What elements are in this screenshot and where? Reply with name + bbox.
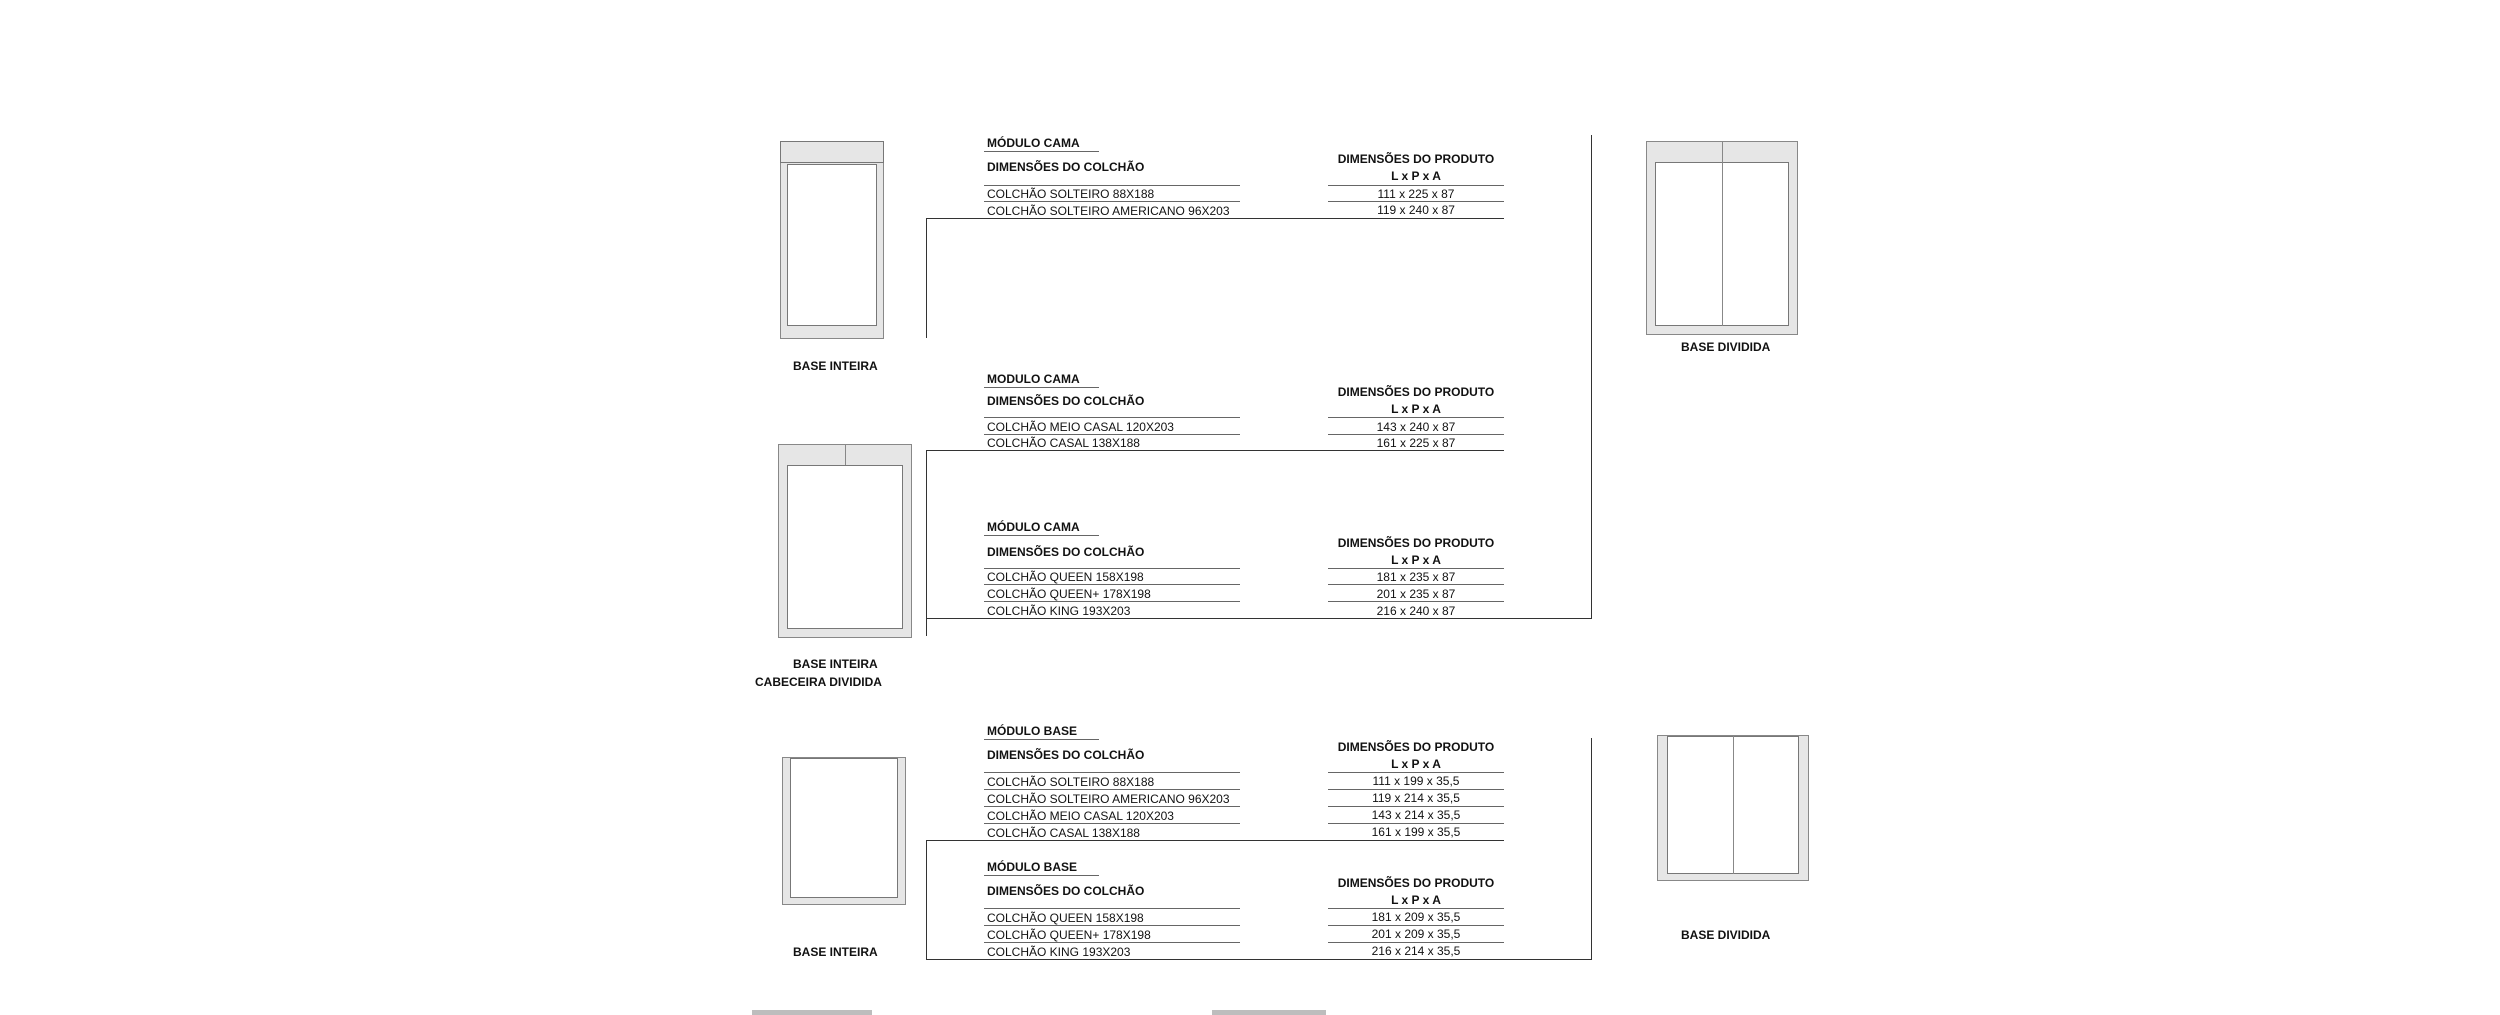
bed-diagram-cabeceira-dividida [778, 444, 912, 638]
mattress-row: COLCHÃO MEIO CASAL 120X203 [987, 809, 1174, 823]
mattress-row: COLCHÃO SOLTEIRO 88X188 [987, 775, 1155, 789]
connector-line [926, 840, 927, 960]
module-title: MÓDULO BASE [987, 860, 1077, 874]
bed-diagram-base-inteira-1 [780, 141, 884, 339]
module-title: MODULO CAMA [987, 372, 1080, 386]
product-dims: 143 x 240 x 87 [1376, 420, 1456, 434]
module-title: MÓDULO CAMA [987, 520, 1080, 534]
bed-diagram-base-inteira-2 [782, 757, 906, 905]
header-rule [984, 185, 1240, 186]
title-underline [984, 739, 1099, 740]
diagram-label: CABECEIRA DIVIDIDA [755, 675, 882, 689]
title-underline [984, 151, 1099, 152]
produto-subheader: L x P x A [1391, 553, 1441, 567]
diagram-label: BASE DIVIDIDA [1681, 928, 1771, 942]
header-rule [1328, 568, 1504, 569]
connector-line [1591, 135, 1592, 619]
page-tab [1212, 1010, 1326, 1015]
module-title: MÓDULO BASE [987, 724, 1077, 738]
produto-header: DIMENSÕES DO PRODUTO [1337, 385, 1495, 399]
bed-headboard [780, 141, 884, 163]
product-dims: 201 x 235 x 87 [1376, 587, 1456, 601]
bed-mattress-area [787, 164, 877, 326]
row-rule [1328, 601, 1504, 602]
connector-line [926, 959, 1592, 960]
product-dims: 201 x 209 x 35,5 [1371, 927, 1461, 941]
row-rule [984, 584, 1240, 585]
produto-subheader: L x P x A [1391, 169, 1441, 183]
base-divider [1733, 736, 1734, 874]
header-rule [984, 568, 1240, 569]
mattress-row: COLCHÃO SOLTEIRO 88X188 [987, 187, 1155, 201]
produto-subheader: L x P x A [1391, 402, 1441, 416]
mattress-row: COLCHÃO MEIO CASAL 120X203 [987, 420, 1174, 434]
produto-subheader: L x P x A [1391, 757, 1441, 771]
mattress-row: COLCHÃO CASAL 138X188 [987, 436, 1140, 450]
row-rule [984, 942, 1240, 943]
produto-subheader: L x P x A [1391, 893, 1441, 907]
bed-mattress-area [790, 758, 898, 898]
group-bottom-rule [926, 840, 1504, 841]
row-rule [984, 806, 1240, 807]
product-dims: 216 x 240 x 87 [1376, 604, 1456, 618]
mattress-row: COLCHÃO KING 193X203 [987, 604, 1131, 618]
connector-line [926, 451, 927, 636]
product-dims: 143 x 214 x 35,5 [1371, 808, 1461, 822]
headboard-divider [845, 445, 846, 465]
colchao-header: DIMENSÕES DO COLCHÃO [987, 748, 1145, 762]
mattress-row: COLCHÃO QUEEN 158X198 [987, 911, 1144, 925]
diagram-label: BASE DIVIDIDA [1681, 340, 1771, 354]
row-rule [1328, 806, 1504, 807]
mattress-row: COLCHÃO QUEEN+ 178X198 [987, 928, 1151, 942]
header-rule [1328, 417, 1504, 418]
row-rule [984, 601, 1240, 602]
row-rule [1328, 823, 1504, 824]
produto-header: DIMENSÕES DO PRODUTO [1337, 876, 1495, 890]
row-rule [984, 789, 1240, 790]
header-rule [984, 417, 1240, 418]
title-underline [984, 875, 1099, 876]
title-underline [984, 535, 1099, 536]
header-rule [984, 772, 1240, 773]
bed-mattress-area [787, 465, 903, 629]
product-dims: 111 x 199 x 35,5 [1372, 774, 1460, 788]
row-rule [1328, 925, 1504, 926]
mattress-row: COLCHÃO QUEEN 158X198 [987, 570, 1144, 584]
product-dims: 181 x 209 x 35,5 [1371, 910, 1461, 924]
bed-diagram-base-dividida-1 [1646, 141, 1798, 335]
diagram-label: BASE INTEIRA [793, 359, 878, 373]
bed-diagram-base-dividida-2 [1657, 735, 1809, 881]
produto-header: DIMENSÕES DO PRODUTO [1337, 536, 1495, 550]
produto-header: DIMENSÕES DO PRODUTO [1337, 152, 1495, 166]
product-dims: 181 x 235 x 87 [1376, 570, 1456, 584]
header-rule [1328, 772, 1504, 773]
module-title: MÓDULO CAMA [987, 136, 1080, 150]
group-bottom-rule [926, 218, 1504, 219]
colchao-header: DIMENSÕES DO COLCHÃO [987, 394, 1145, 408]
colchao-header: DIMENSÕES DO COLCHÃO [987, 160, 1145, 174]
product-dims: 161 x 199 x 35,5 [1371, 825, 1461, 839]
page-tab [752, 1010, 872, 1015]
title-underline [984, 387, 1099, 388]
row-rule [984, 201, 1240, 202]
connector-line [926, 218, 927, 338]
row-rule [1328, 434, 1504, 435]
row-rule [984, 823, 1240, 824]
product-dims: 119 x 214 x 35,5 [1372, 791, 1460, 805]
header-rule [984, 908, 1240, 909]
colchao-header: DIMENSÕES DO COLCHÃO [987, 884, 1145, 898]
header-rule [1328, 185, 1504, 186]
group-bottom-rule [926, 450, 1504, 451]
header-rule [1328, 908, 1504, 909]
product-dims: 161 x 225 x 87 [1376, 436, 1456, 450]
row-rule [1328, 584, 1504, 585]
mattress-row: COLCHÃO SOLTEIRO AMERICANO 96X203 [987, 792, 1230, 806]
diagram-label: BASE INTEIRA [793, 657, 878, 671]
mattress-row: COLCHÃO SOLTEIRO AMERICANO 96X203 [987, 204, 1230, 218]
row-rule [1328, 942, 1504, 943]
product-dims: 216 x 214 x 35,5 [1371, 944, 1461, 958]
connector-line [926, 618, 1592, 619]
row-rule [1328, 789, 1504, 790]
product-dims: 111 x 225 x 87 [1377, 187, 1455, 201]
diagram-label: BASE INTEIRA [793, 945, 878, 959]
produto-header: DIMENSÕES DO PRODUTO [1337, 740, 1495, 754]
mattress-row: COLCHÃO QUEEN+ 178X198 [987, 587, 1151, 601]
connector-line [1591, 738, 1592, 960]
base-divider [1722, 142, 1723, 326]
product-dims: 119 x 240 x 87 [1377, 203, 1455, 217]
mattress-row: COLCHÃO CASAL 138X188 [987, 826, 1140, 840]
mattress-row: COLCHÃO KING 193X203 [987, 945, 1131, 959]
row-rule [984, 434, 1240, 435]
colchao-header: DIMENSÕES DO COLCHÃO [987, 545, 1145, 559]
row-rule [1328, 201, 1504, 202]
row-rule [984, 925, 1240, 926]
